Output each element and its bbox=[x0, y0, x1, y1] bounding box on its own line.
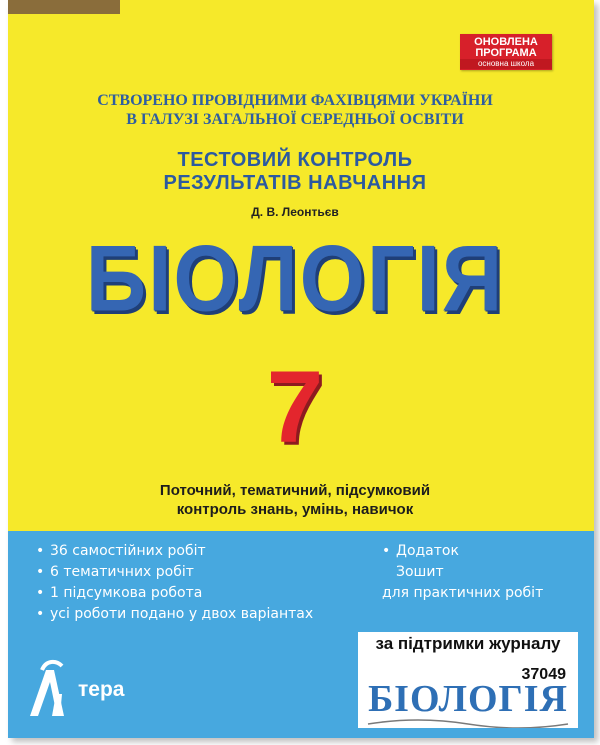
appendix-item: Зошит bbox=[396, 564, 444, 580]
feature-item: • 36 самостійних робіт bbox=[36, 543, 206, 559]
subtitle-line-2: РЕЗУЛЬТАТІВ НАВЧАННЯ bbox=[163, 172, 427, 194]
badge-line-3: основна школа bbox=[460, 59, 552, 69]
creator-line-1: СТВОРЕНО ПРОВІДНИМИ ФАХІВЦЯМИ УКРАЇНИ bbox=[97, 92, 493, 109]
journal-decoration-icon bbox=[358, 716, 578, 728]
journal-index-number: 37049 bbox=[521, 666, 566, 683]
feature-item: • 1 підсумкова робота bbox=[36, 585, 203, 601]
features-list-right bbox=[382, 541, 543, 604]
journal-support-box bbox=[358, 632, 578, 728]
book-subtitle bbox=[40, 149, 550, 195]
features-list-left bbox=[36, 541, 313, 625]
appendix-item: для практичних робіт bbox=[382, 585, 544, 601]
subtitle-line-1: ТЕСТОВИЙ КОНТРОЛЬ bbox=[177, 149, 413, 171]
creator-statement bbox=[40, 91, 550, 129]
book-title: БІОЛОГІЯ bbox=[85, 225, 505, 331]
control-description bbox=[40, 481, 550, 519]
grade-number: 7 bbox=[266, 350, 324, 464]
updated-program-badge bbox=[460, 34, 552, 70]
publisher-logo bbox=[22, 658, 132, 722]
cover-corner-stripe bbox=[8, 0, 120, 14]
author-name: Д. В. Леонтьєв bbox=[251, 205, 339, 219]
badge-line-2: ПРОГРАМА bbox=[475, 47, 537, 59]
control-line-2: контроль знань, умінь, навичок bbox=[176, 501, 414, 518]
publisher-mark-icon bbox=[22, 658, 82, 720]
control-line-1: Поточний, тематичний, підсумковий bbox=[159, 482, 431, 499]
journal-title: БІОЛОГІЯ bbox=[368, 678, 568, 720]
creator-line-2: В ГАЛУЗІ ЗАГАЛЬНОЇ СЕРЕДНЬОЇ ОСВІТИ bbox=[126, 111, 464, 128]
badge-line-1: ОНОВЛЕНА bbox=[474, 36, 538, 48]
feature-item: • усі роботи подано у двох варіантах bbox=[36, 606, 314, 622]
journal-support-text: за підтримки журналу bbox=[375, 634, 561, 653]
publisher-name: тера bbox=[78, 678, 125, 701]
appendix-item: • Додаток bbox=[382, 543, 459, 559]
feature-item: • 6 тематичних робіт bbox=[36, 564, 194, 580]
